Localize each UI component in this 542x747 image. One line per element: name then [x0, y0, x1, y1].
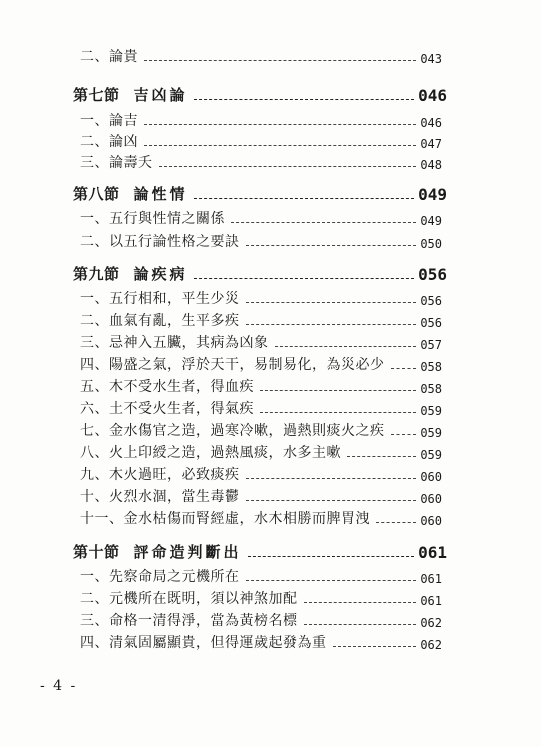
page-reference: 056	[420, 316, 442, 330]
toc-entry	[80, 48, 442, 66]
toc-entry	[80, 133, 442, 151]
page-reference: 056	[418, 265, 447, 284]
dotted-leader	[159, 165, 417, 167]
dotted-leader	[246, 323, 417, 325]
toc-entry-title: 一、五行相和，平生少災	[80, 291, 240, 307]
dotted-leader	[347, 455, 416, 457]
toc-entry-title: 一、論吉	[80, 113, 138, 129]
toc-entry-title: 四、陽盛之氣，浮於天干，易制易化，為災必少	[80, 357, 385, 373]
dotted-leader	[246, 477, 417, 479]
toc-entry	[80, 590, 442, 608]
page-reference: 046	[418, 86, 447, 105]
dotted-leader	[246, 244, 417, 246]
toc-entry	[80, 634, 442, 652]
chapter-number: 第十節	[73, 543, 120, 561]
toc-entry	[80, 210, 442, 228]
dotted-leader	[194, 277, 415, 279]
dotted-leader	[248, 555, 415, 557]
dotted-leader	[144, 123, 416, 125]
toc-chapter-heading	[73, 182, 447, 204]
page-reference: 049	[418, 185, 447, 204]
toc-entry-title: 一、五行與性情之關係	[80, 211, 225, 227]
page-reference: 062	[420, 616, 442, 630]
page-number: - 4 -	[40, 678, 78, 694]
page-reference: 061	[420, 572, 442, 586]
chapter-title: 評命造判斷出	[133, 543, 242, 561]
toc-entry-title: 五、木不受水生者，得血疾	[80, 379, 254, 395]
page-reference: 049	[420, 214, 442, 228]
page-reference: 048	[420, 158, 442, 172]
dotted-leader	[376, 521, 416, 523]
toc-entry-title: 七、金水傷官之造，過寒冷嗽，過熱則痰火之疾	[80, 423, 385, 439]
page-reference: 059	[420, 448, 442, 462]
chapter-title: 論性情	[133, 185, 188, 203]
toc-entry-title: 四、清氣固屬顯貴，但得運歲起發為重	[80, 635, 327, 651]
chapter-number: 第八節	[73, 185, 120, 203]
page-reference: 057	[420, 338, 442, 352]
dotted-leader	[304, 601, 417, 603]
toc-entry	[80, 510, 442, 528]
toc-entry-title: 二、論貴	[80, 49, 138, 65]
page-reference: 061	[418, 543, 447, 562]
toc-entry	[80, 378, 442, 396]
toc-entry-title: 六、土不受火生者，得氣疾	[80, 401, 254, 417]
toc-entry	[80, 568, 442, 586]
dotted-leader	[144, 59, 416, 61]
toc-entry	[80, 466, 442, 484]
toc-entry	[80, 400, 442, 418]
dotted-leader	[246, 579, 417, 581]
toc-entry-title: 二、論凶	[80, 134, 138, 150]
toc-entry	[80, 112, 442, 130]
toc-entry-title: 二、血氣有亂，生平多疾	[80, 313, 240, 329]
toc-entry	[80, 422, 442, 440]
page-reference: 059	[420, 404, 442, 418]
page-reference: 060	[420, 514, 442, 528]
toc-entry-title: 二、以五行論性格之要訣	[80, 234, 240, 250]
toc-chapter-heading	[73, 540, 447, 562]
toc-chapter-heading	[73, 83, 447, 105]
page-reference: 046	[420, 116, 442, 130]
dotted-leader	[246, 499, 417, 501]
page-reference: 050	[420, 237, 442, 251]
toc-entry-title: 八、火上印綬之造，過熱風痰，水多主嗽	[80, 445, 341, 461]
chapter-number: 第七節	[73, 86, 120, 104]
chapter-title: 吉凶論	[133, 86, 188, 104]
toc-entry	[80, 154, 442, 172]
dotted-leader	[194, 98, 415, 100]
dotted-leader	[275, 345, 417, 347]
page-reference: 061	[420, 594, 442, 608]
toc-entry	[80, 290, 442, 308]
page-reference: 056	[420, 294, 442, 308]
page-reference: 060	[420, 470, 442, 484]
toc-chapter-heading	[73, 262, 447, 284]
page-reference: 060	[420, 492, 442, 506]
toc-entry-title: 十一、金水枯傷而腎經虛，水木相勝而脾胃洩	[80, 511, 370, 527]
toc-entry	[80, 312, 442, 330]
dotted-leader	[260, 389, 416, 391]
toc-entry-title: 三、忌神入五臟，其病為凶象	[80, 335, 269, 351]
dotted-leader	[144, 144, 416, 146]
dotted-leader	[194, 197, 415, 199]
dotted-leader	[391, 433, 417, 435]
toc-entry	[80, 334, 442, 352]
dotted-leader	[304, 623, 417, 625]
page-reference: 047	[420, 137, 442, 151]
page-reference: 058	[420, 382, 442, 396]
toc-entry-title: 一、先察命局之元機所在	[80, 569, 240, 585]
dotted-leader	[260, 411, 416, 413]
toc-entry-title: 三、命格一清得淨，當為黃榜名標	[80, 613, 298, 629]
toc-entry	[80, 612, 442, 630]
page-reference: 059	[420, 426, 442, 440]
page-reference: 043	[420, 52, 442, 66]
toc-entry	[80, 233, 442, 251]
dotted-leader	[246, 301, 417, 303]
chapter-number: 第九節	[73, 265, 120, 283]
toc-entry	[80, 488, 442, 506]
page-reference: 058	[420, 360, 442, 374]
toc-entry-title: 三、論壽夭	[80, 155, 153, 171]
toc-entry-title: 九、木火過旺，必致痰疾	[80, 467, 240, 483]
toc-entry-title: 二、元機所在既明，須以神煞加配	[80, 591, 298, 607]
chapter-title: 論疾病	[133, 265, 188, 283]
page-reference: 062	[420, 638, 442, 652]
dotted-leader	[333, 645, 417, 647]
dotted-leader	[231, 221, 416, 223]
toc-entry	[80, 444, 442, 462]
toc-entry	[80, 356, 442, 374]
toc-entry-title: 十、火烈水涸，當生毒鬱	[80, 489, 240, 505]
dotted-leader	[391, 367, 417, 369]
